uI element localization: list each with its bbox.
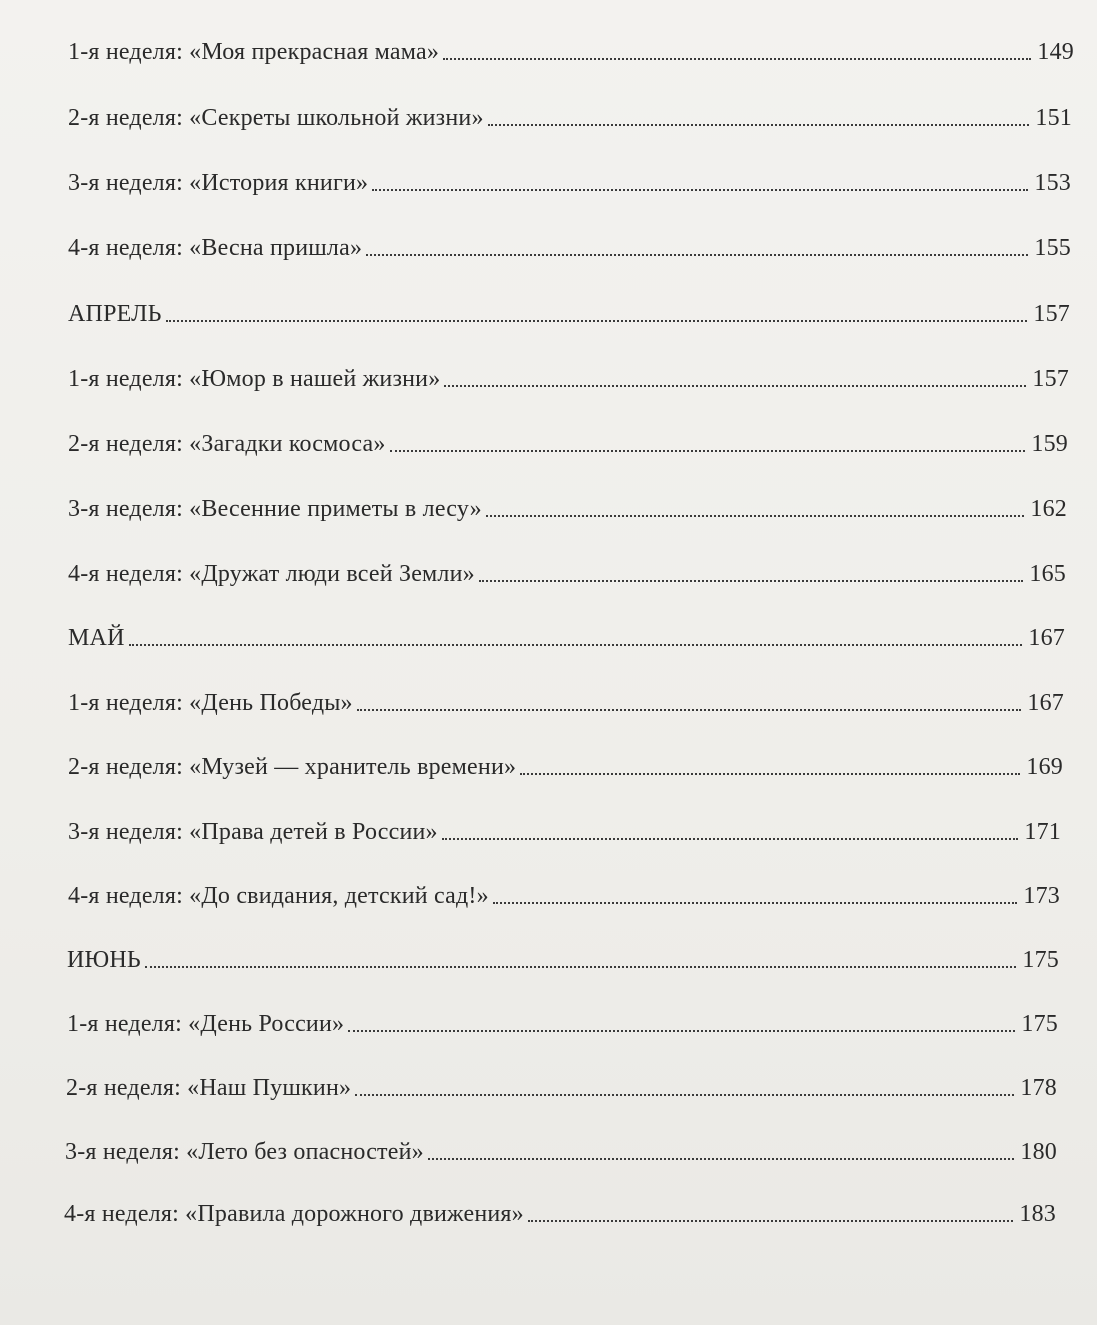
toc-entry-title: 4-я неделя: «До свидания, детский сад!» <box>68 883 489 909</box>
toc-entry-page: 183 <box>1019 1201 1056 1227</box>
toc-entry-page: 167 <box>1028 625 1065 651</box>
toc-leader-dots <box>355 1094 1014 1096</box>
toc-leader-dots <box>479 580 1024 582</box>
toc-leader-dots <box>390 450 1026 452</box>
toc-leader-dots <box>372 189 1028 191</box>
toc-entry-title: 4-я неделя: «Правила дорожного движения» <box>64 1201 524 1227</box>
toc-entry-page: 171 <box>1024 819 1061 845</box>
toc-entry-page: 175 <box>1022 947 1059 973</box>
toc-section-title: МАЙ <box>68 625 125 651</box>
toc-leader-dots <box>493 902 1018 904</box>
toc-entry-title: 1-я неделя: «День России» <box>67 1011 345 1037</box>
toc-entry-page: 167 <box>1027 690 1064 716</box>
toc-entry-page: 151 <box>1035 105 1072 131</box>
toc-entry-title: 2-я неделя: «Музей — хранитель времени» <box>68 754 517 780</box>
toc-leader-dots <box>129 644 1023 646</box>
toc-entry-title: 4-я неделя: «Весна пришла» <box>68 235 363 261</box>
toc-entry-title: 3-я неделя: «Весенние приметы в лесу» <box>68 496 482 522</box>
toc-entry-title: 1-я неделя: «Моя прекрасная мама» <box>68 39 440 65</box>
toc-entry-page: 165 <box>1029 561 1066 587</box>
toc-entry-page: 159 <box>1031 431 1068 457</box>
toc-entry-title: 1-я неделя: «День Победы» <box>68 690 353 716</box>
toc-entry-title: 1-я неделя: «Юмор в нашей жизни» <box>68 366 441 392</box>
toc-leader-dots <box>442 838 1019 840</box>
toc-leader-dots <box>486 515 1025 517</box>
toc-entry <box>68 489 1067 523</box>
toc-leader-dots <box>528 1220 1014 1222</box>
toc-entry <box>68 98 1072 132</box>
toc-entry-title: 4-я неделя: «Дружат люди всей Земли» <box>68 561 475 587</box>
toc-section-title: ИЮНЬ <box>67 947 141 973</box>
toc-entry <box>68 554 1066 588</box>
toc-leader-dots <box>357 709 1022 711</box>
toc-leader-dots <box>488 124 1030 126</box>
toc-entry-page: 178 <box>1020 1075 1057 1101</box>
toc-entry <box>65 1132 1057 1166</box>
toc-leader-dots <box>444 385 1026 387</box>
toc-entry <box>68 228 1071 262</box>
toc-section-title: АПРЕЛЬ <box>68 301 162 327</box>
toc-entry-page: 157 <box>1032 366 1069 392</box>
toc-entry <box>68 359 1069 393</box>
toc-entry <box>68 424 1068 458</box>
toc-entry <box>68 812 1061 846</box>
toc-entry-page: 162 <box>1030 496 1067 522</box>
toc-entry-title: 2-я неделя: «Наш Пушкин» <box>66 1075 352 1101</box>
toc-entry-page: 175 <box>1021 1011 1058 1037</box>
toc-leader-dots <box>366 254 1028 256</box>
toc-entry-page: 155 <box>1034 235 1071 261</box>
toc-section-may <box>68 618 1065 652</box>
toc-entry <box>67 1004 1058 1038</box>
toc-leader-dots <box>520 773 1020 775</box>
toc-entry-title: 3-я неделя: «Права детей в России» <box>68 819 438 845</box>
toc-entry-title: 2-я неделя: «Загадки космоса» <box>68 431 386 457</box>
toc-leader-dots <box>443 58 1031 60</box>
toc-entry <box>68 32 1074 66</box>
toc-entry-page: 153 <box>1034 170 1071 196</box>
toc-entry <box>68 876 1060 910</box>
toc-entry-title: 3-я неделя: «Лето без опасностей» <box>65 1139 424 1165</box>
toc-entry-page: 157 <box>1033 301 1070 327</box>
toc-entry-title: 2-я неделя: «Секреты школьной жизни» <box>68 105 484 131</box>
toc-entry-page: 173 <box>1023 883 1060 909</box>
toc-section-june <box>67 940 1059 974</box>
toc-entry <box>68 163 1071 197</box>
toc-entry <box>64 1194 1056 1228</box>
toc-entry <box>68 747 1063 781</box>
toc-leader-dots <box>428 1158 1015 1160</box>
toc-entry <box>66 1068 1057 1102</box>
toc-entry-page: 180 <box>1020 1139 1057 1165</box>
toc-entry <box>68 683 1064 717</box>
toc-leader-dots <box>145 966 1016 968</box>
toc-section-april <box>68 294 1070 328</box>
toc-leader-dots <box>348 1030 1015 1032</box>
toc-entry-page: 169 <box>1026 754 1063 780</box>
toc-entry-page: 149 <box>1037 39 1074 65</box>
toc-leader-dots <box>166 320 1028 322</box>
toc-entry-title: 3-я неделя: «История книги» <box>68 170 369 196</box>
